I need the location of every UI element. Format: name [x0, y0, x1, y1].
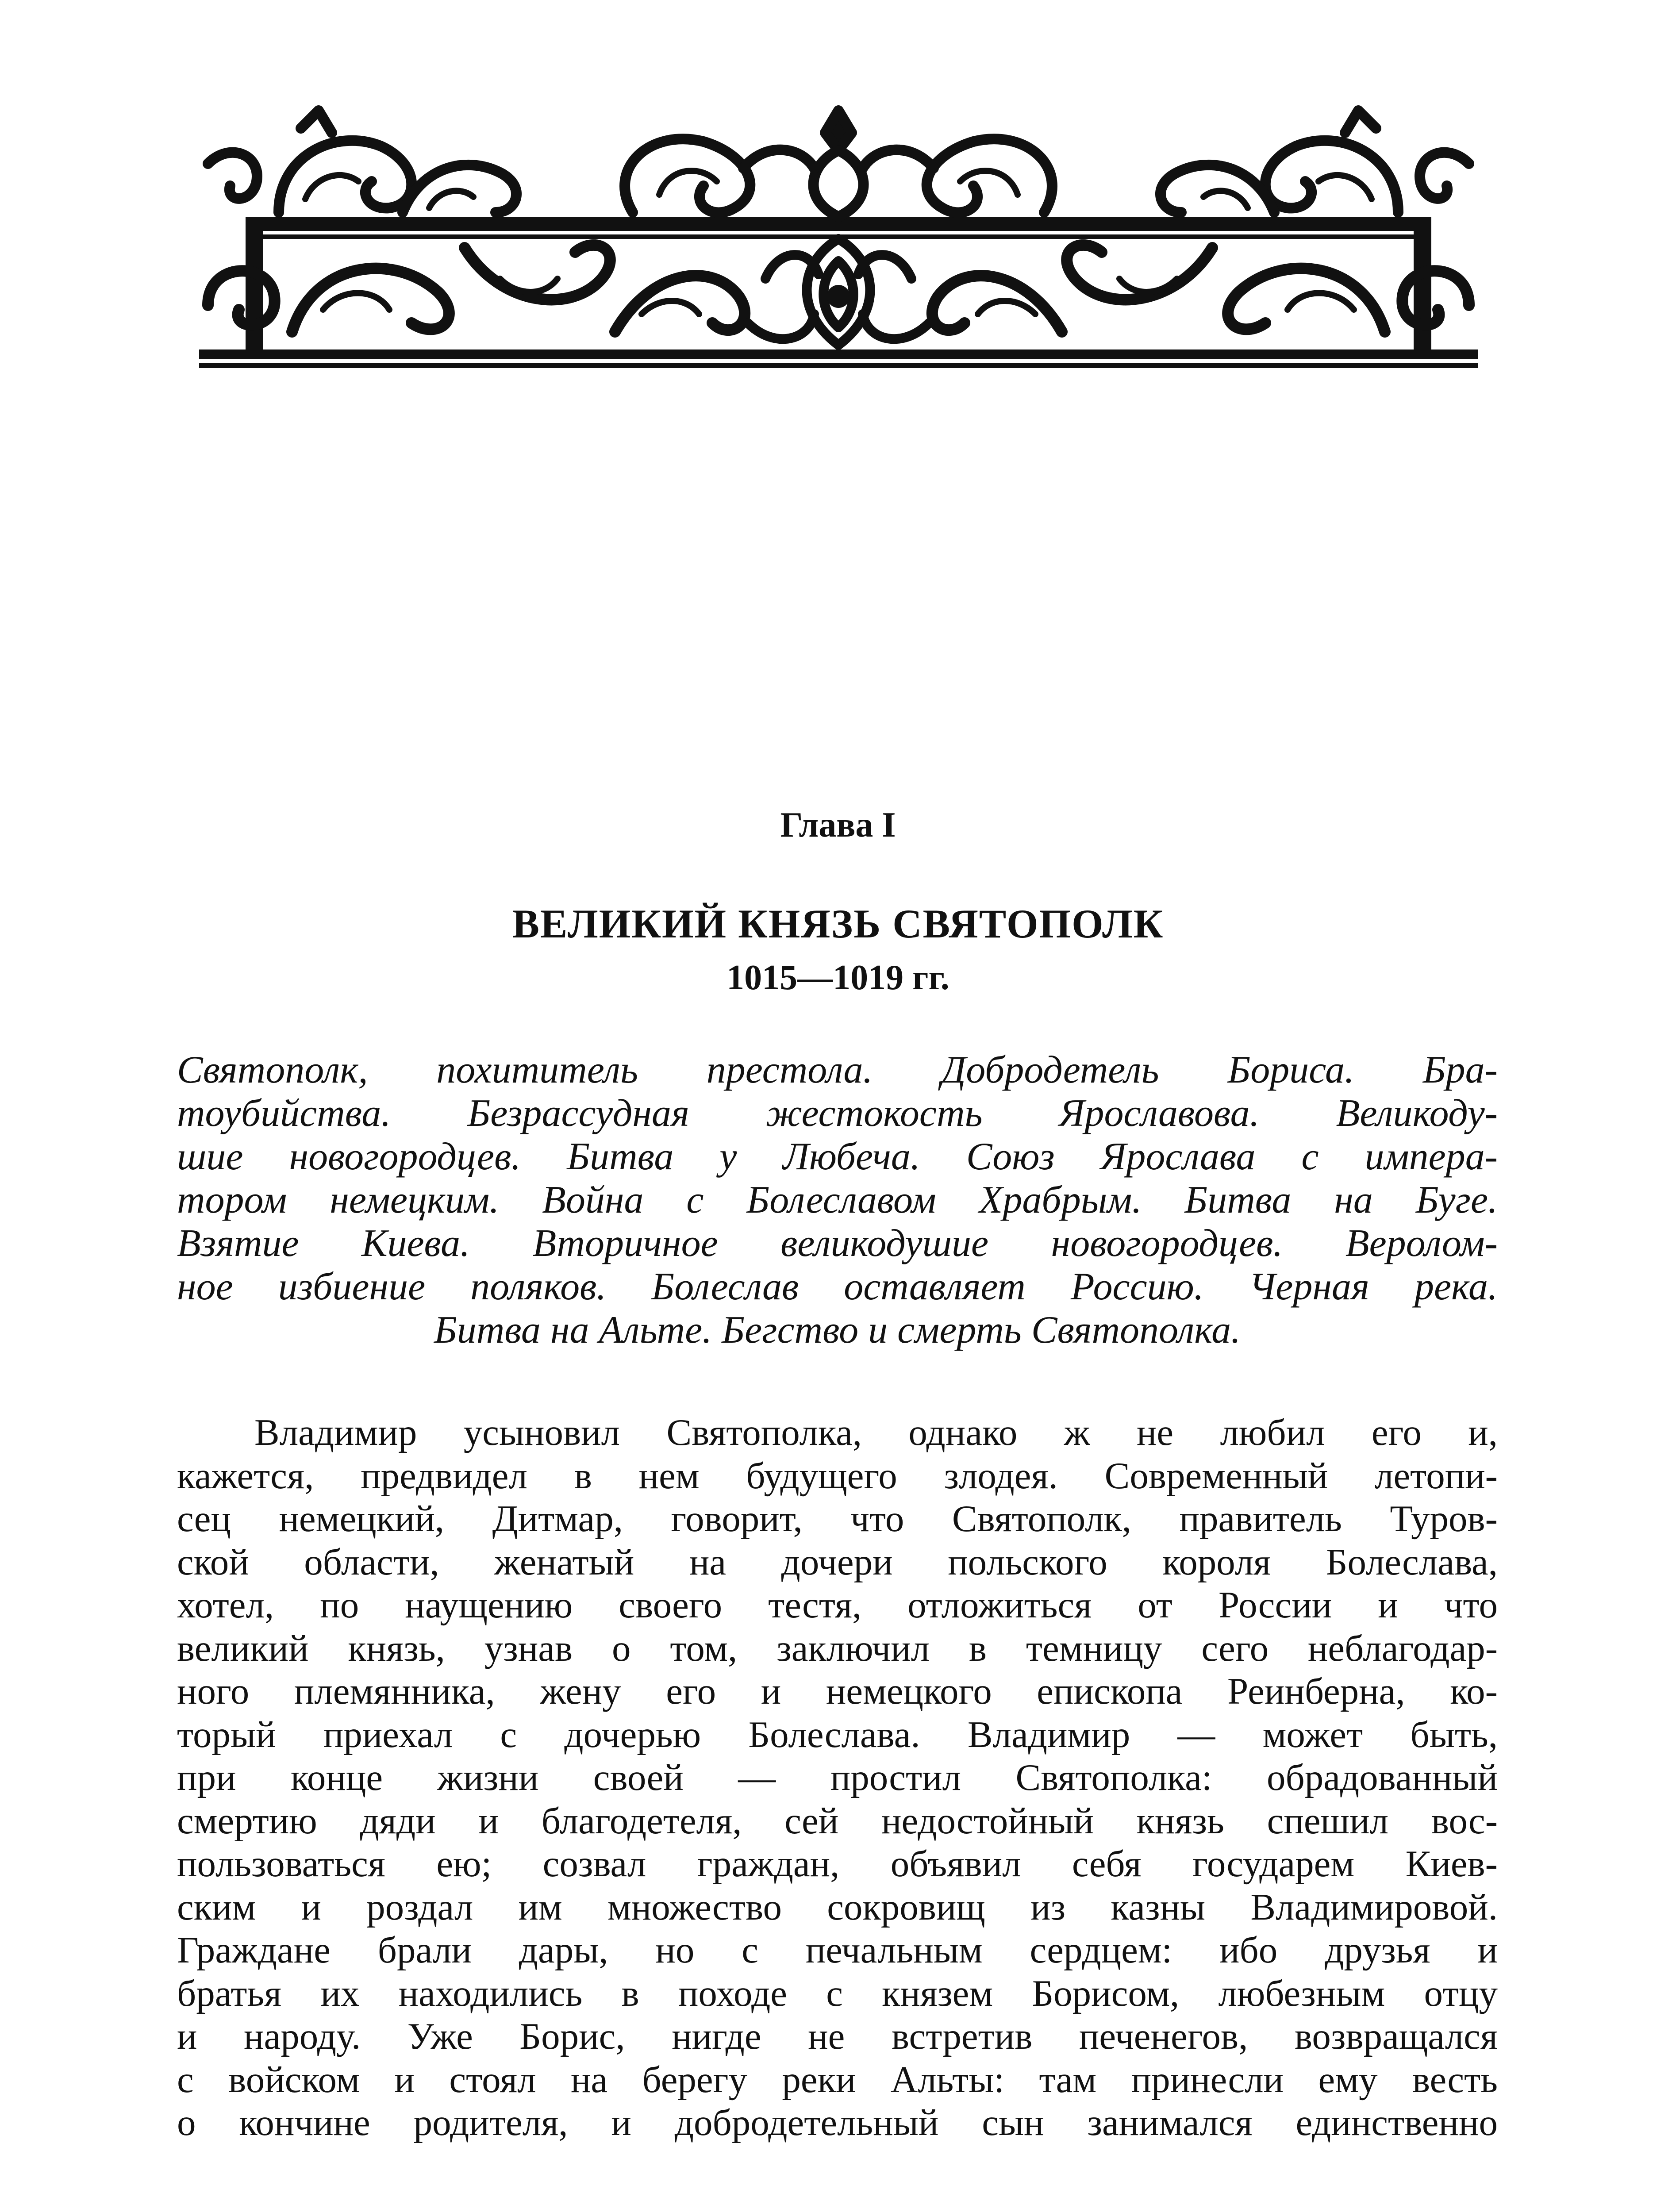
summary-line: Битва на Альте. Бегство и смерть Святополка.	[434, 1309, 1241, 1352]
body-line: с войском и стоял на берегу реки Альты: там принесли ему весть	[177, 2058, 1498, 2101]
body-line: братья их находились в походе с князем Борисом, любезным отцу	[177, 1972, 1498, 2014]
body-line: ским и роздал им множество сокровищ из казны Владимировой.	[177, 1886, 1498, 1928]
body-line: Владимир усыновил Святополка, однако ж не любил его и,	[254, 1412, 1498, 1453]
body-line: ного племянника, жену его и немецкого епископа Реинберна, ко-	[177, 1671, 1498, 1712]
ornamental-headpiece	[190, 102, 1487, 372]
body-line: смертию дяди и благодетеля, сей недостойный князь спешил вос-	[177, 1800, 1498, 1842]
summary-line: ное избиение поляков. Болеслав оставляет Россию. Черная река.	[177, 1265, 1498, 1308]
summary-line: тором немецким. Война с Болеславом Храбрым. Битва на Буге.	[177, 1179, 1498, 1221]
body-line: о кончине родителя, и добродетельный сын занимался единственно	[177, 2102, 1498, 2143]
summary-line: Взятие Киева. Вторичное великодушие новогородцев. Веролом-	[177, 1222, 1498, 1265]
chapter-number: Глава I	[780, 806, 896, 845]
chapter-summary	[177, 1048, 1498, 1352]
body-line: и народу. Уже Борис, нигде не встретив печенегов, возвращался	[177, 2016, 1498, 2057]
body-line: великий князь, узнав о том, заключил в темницу сего неблагодар-	[177, 1627, 1498, 1669]
chapter-title: ВЕЛИКИЙ КНЯЗЬ СВЯТОПОЛК	[512, 901, 1164, 946]
body-line: хотел, по наущению своего тестя, отложиться от России и что	[177, 1584, 1498, 1626]
summary-line: шие новогородцев. Битва у Любеча. Союз Ярослава с импера-	[177, 1135, 1498, 1178]
body-line: сец немецкий, Дитмар, говорит, что Святополк, правитель Туров-	[177, 1498, 1498, 1540]
body-line: кажется, предвидел в нем будущего злодея. Современный летопи-	[177, 1455, 1498, 1497]
body-line: при конце жизни своей — простил Святополка: обрадованный	[177, 1757, 1498, 1798]
body-line: Граждане брали дары, но с печальным сердцем: ибо друзья и	[177, 1929, 1498, 1971]
summary-line: Святополк, похититель престола. Добродетель Бориса. Бра-	[177, 1048, 1498, 1091]
body-line: торый приехал с дочерью Болеслава. Владимир — может быть,	[177, 1713, 1498, 1755]
body-line: пользоваться ею; созвал граждан, объявил себя государем Киев-	[177, 1843, 1498, 1885]
summary-line: тоубийства. Безрассудная жестокость Ярославова. Великоду-	[177, 1092, 1498, 1135]
body-line: ской области, женатый на дочери польского короля Болеслава,	[177, 1541, 1498, 1583]
body-paragraph	[177, 1411, 1498, 2145]
chapter-years: 1015—1019 гг.	[727, 958, 949, 997]
